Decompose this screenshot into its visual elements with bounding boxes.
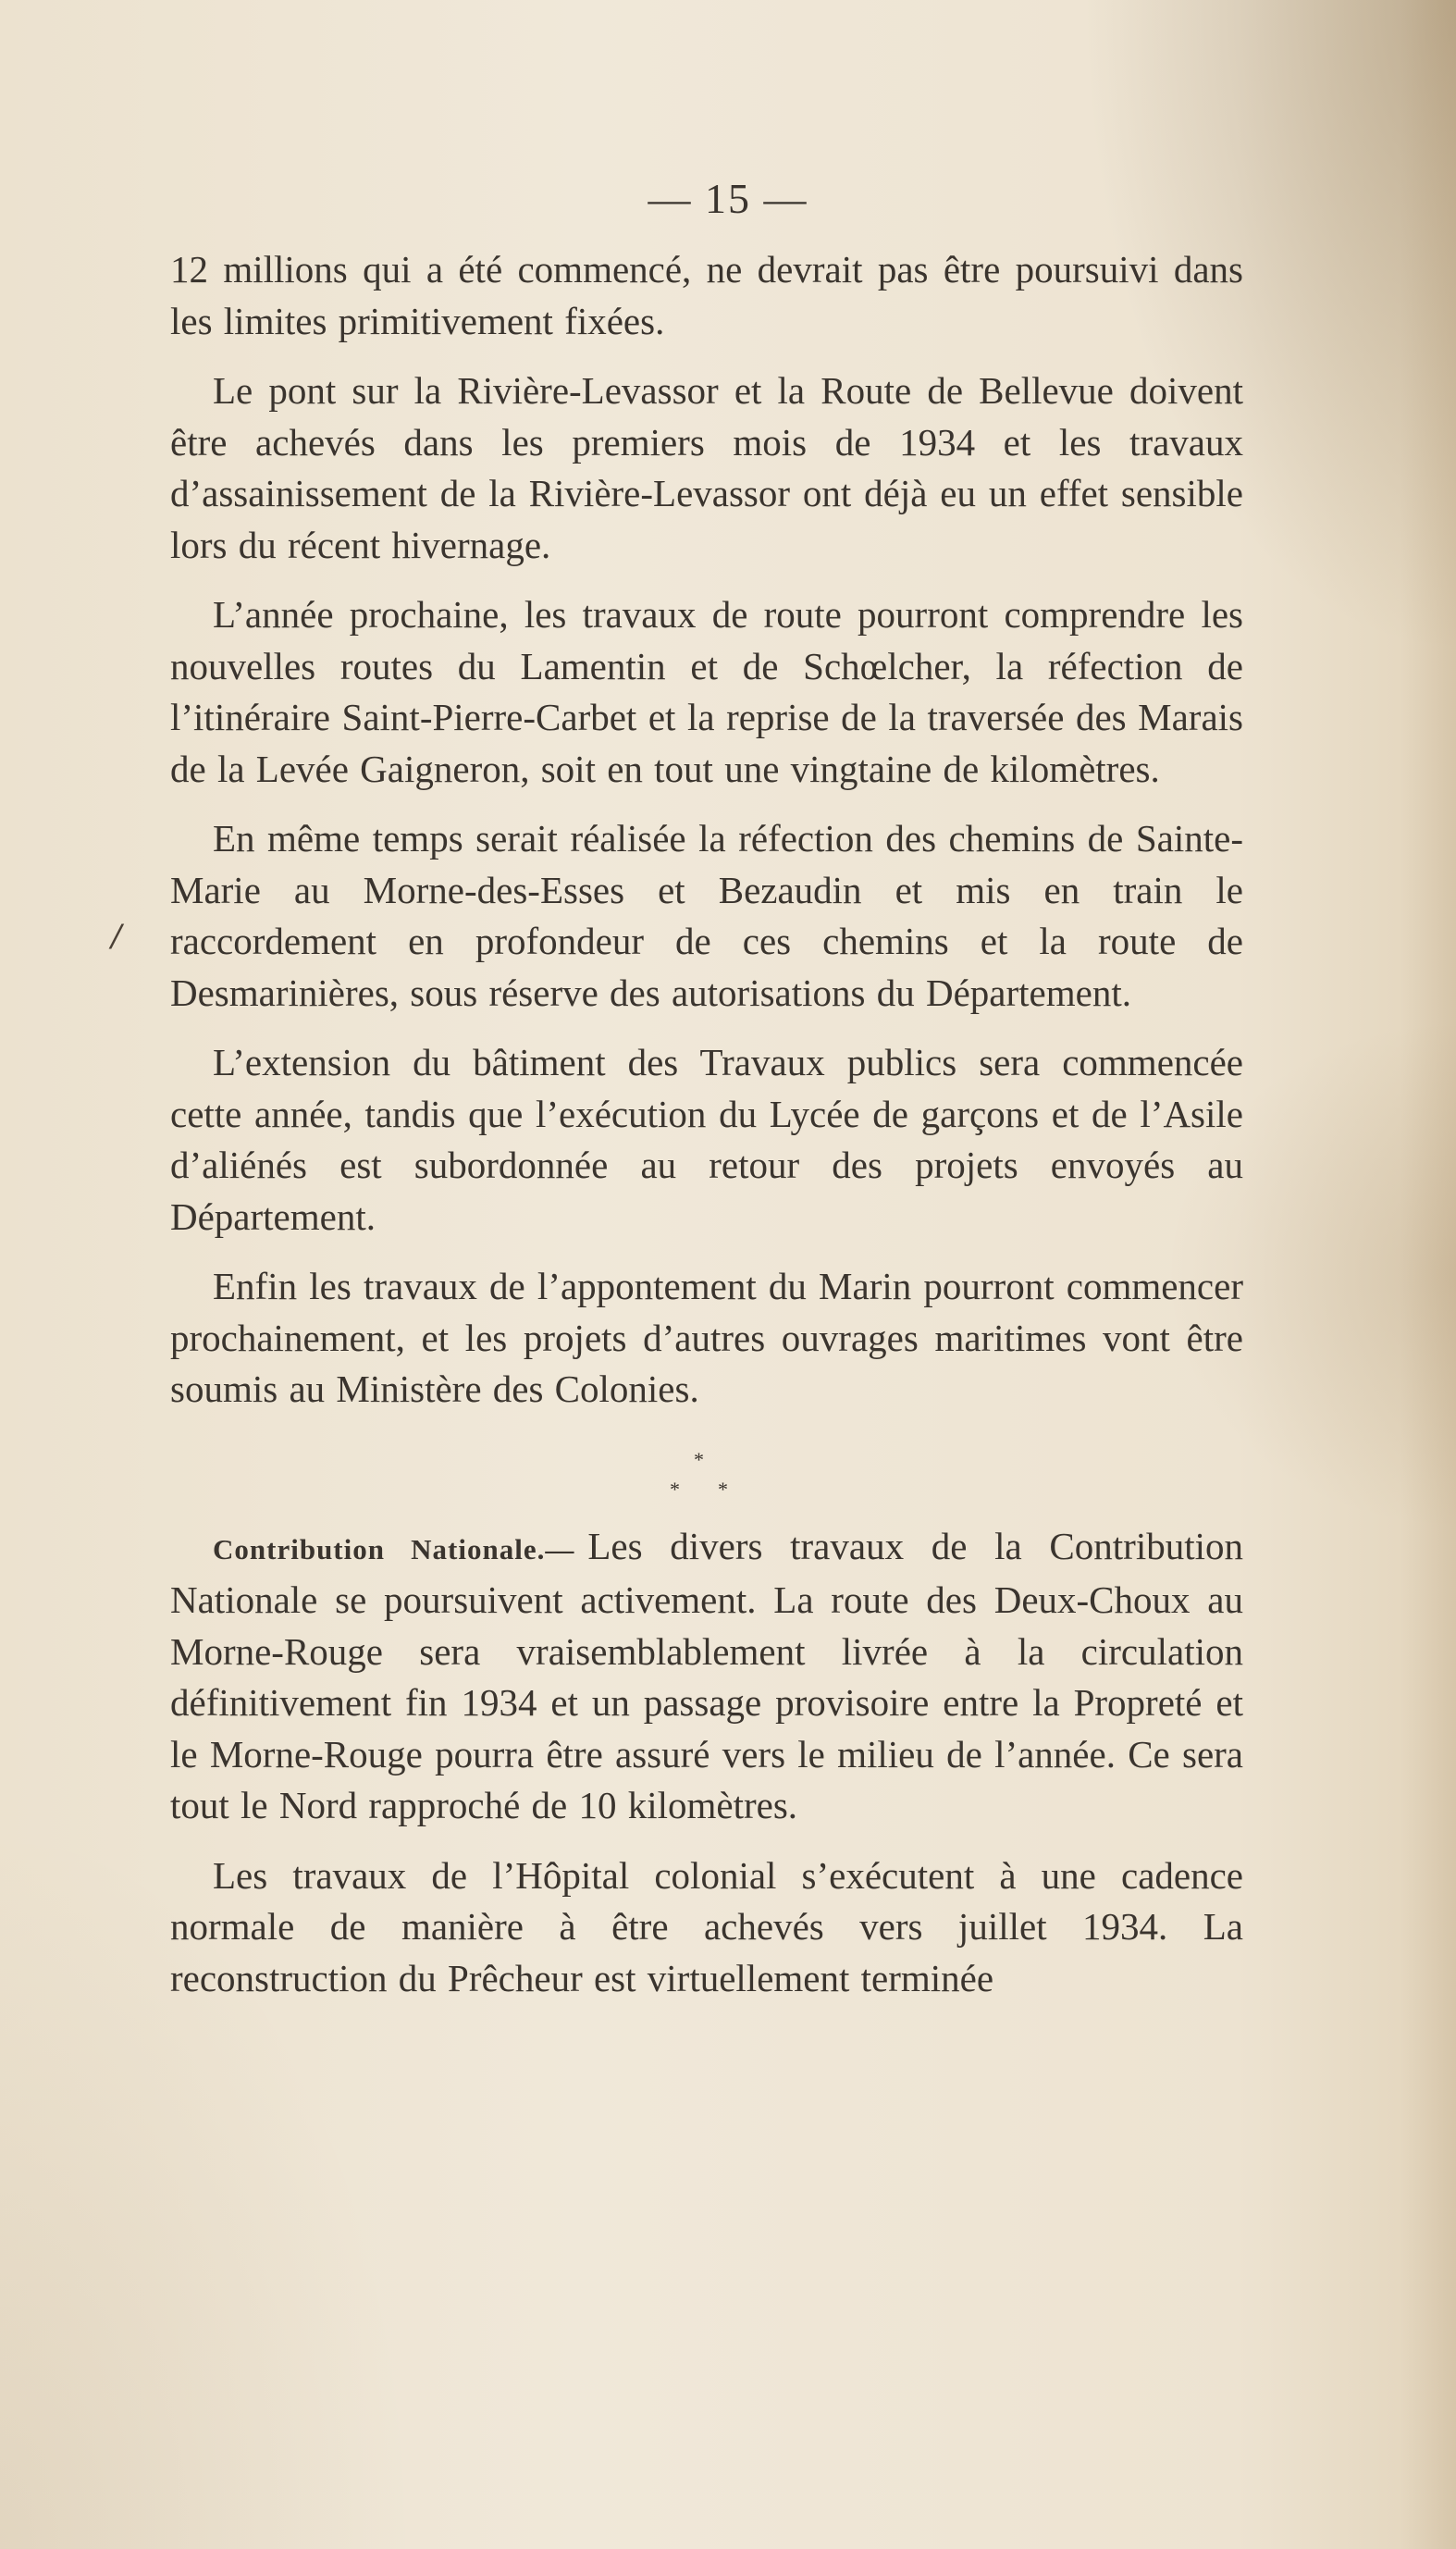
page-number: — 15 —: [648, 175, 808, 222]
paragraph-continuation: 12 millions qui a été commencé, ne devrait pas être poursuivi dans les limites primitivement fixées.: [170, 248, 1243, 342]
body-text: [170, 244, 1243, 2023]
margin-annotation-mark: /: [111, 915, 122, 957]
paragraph-appontement-marin: Enfin les travaux de l’appontement du Marin pourront commencer prochainement, et les projets d’autres ouvrages maritimes vont être soumis au Ministère des Colonies.: [170, 1265, 1243, 1410]
paragraph-batiment-travaux: L’extension du bâtiment des Travaux publics sera commencée cette année, tandis que l’exécution du Lycée de garçons et de l’Asile d’aliénés est subordonnée au retour des projets envoyés au Département.: [170, 1041, 1243, 1238]
section-text: Les divers travaux de la Contribution Nationale se poursuivent activement. La route des Deux-Choux au Morne-Rouge sera vraisemblablement livrée à la circulation définitivement fin 1934 et un passage provisoire entre la Propreté et le Morne-Rouge pourra être assuré vers le milieu de l’année. Ce sera tout le Nord rapproché de 10 kilomètres.: [170, 1524, 1243, 1826]
section-heading: Contribution Nationale.—: [213, 1532, 575, 1565]
paragraph-chemins-sainte-marie: En même temps serait réalisée la réfection des chemins de Sainte-Marie au Morne-des-Esses et Bezaudin et mis en train le raccordement en profondeur de ces chemins et la route de Desmarinières, sous réserve des autorisations du Département.: [170, 817, 1243, 1014]
page-edge-stain: [1400, 0, 1456, 2549]
paragraph-bridge-bellevue: Le pont sur la Rivière-Levassor et la Route de Bellevue doivent être achevés dans les premiers mois de 1934 et les travaux d’assainissement de la Rivière-Levassor ont déjà eu un effet sensible lors du récent hivernage.: [170, 369, 1243, 566]
separator-star: *: [718, 1477, 728, 1501]
separator-star: *: [694, 1447, 704, 1471]
paragraph-hopital-colonial: Les travaux de l’Hôpital colonial s’exécutent à une cadence normale de manière à être achevés vers juillet 1934. La reconstruction du Prêcheur est virtuellement terminée: [170, 1853, 1243, 1999]
separator-star: *: [670, 1477, 680, 1501]
paragraph-routes-next-year: L’année prochaine, les travaux de route pourront comprendre les nouvelles routes du Lamentin et de Schœlcher, la réfection de l’itinéraire Saint-Pierre-Carbet et la reprise de la traversée des Marais de la Levée Gaigneron, soit en tout une vingtaine de kilomètres.: [170, 593, 1243, 790]
section-separator: [170, 1434, 1243, 1499]
section-contribution-nationale: [170, 1521, 1243, 1832]
